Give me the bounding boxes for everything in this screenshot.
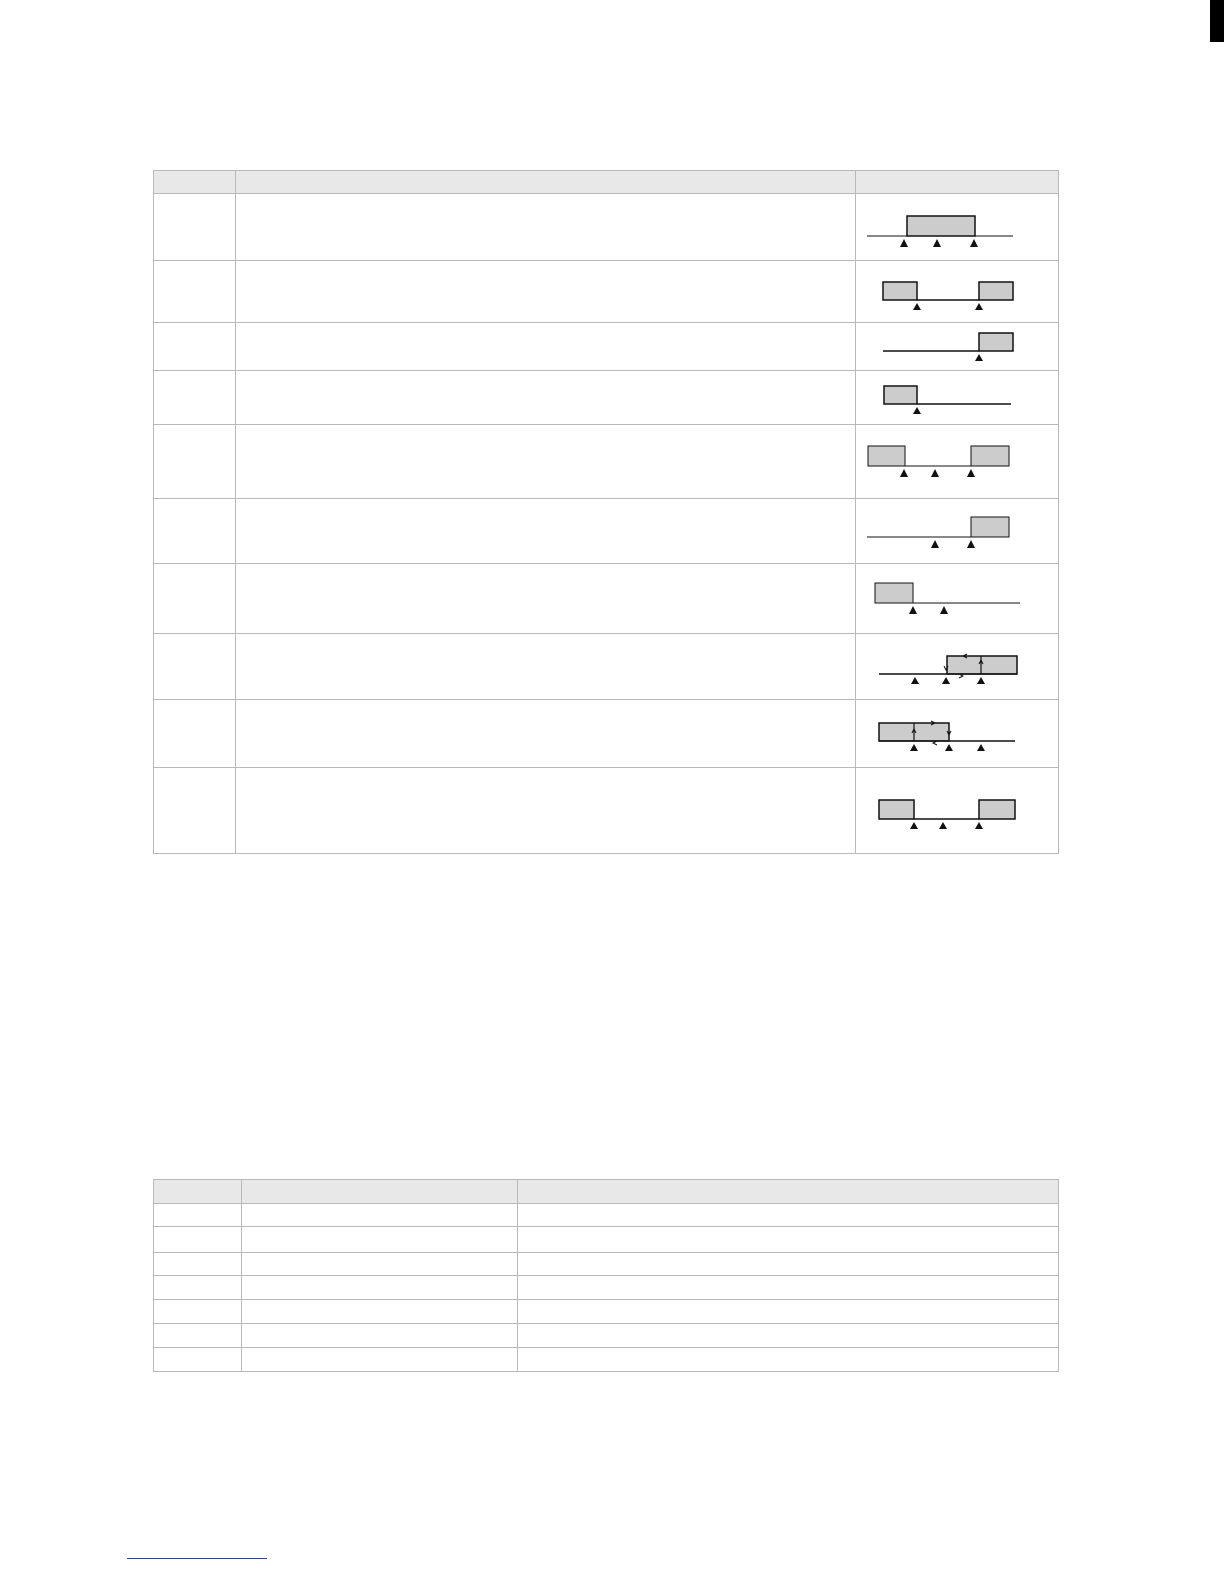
diagram-cell [855, 700, 1058, 768]
shaded-band [971, 517, 1009, 537]
cell [154, 1253, 242, 1276]
cell [242, 1348, 518, 1372]
table-row [154, 1300, 1059, 1324]
shaded-band [868, 446, 905, 466]
header-col-1 [154, 1180, 242, 1204]
setpoint-marker [967, 469, 975, 477]
table-row [154, 564, 1059, 634]
cell [154, 1300, 242, 1324]
row-code [154, 261, 236, 323]
row-description [236, 194, 856, 261]
table-header-row [154, 1180, 1059, 1204]
mode-4-diagram [867, 378, 1047, 418]
cell [242, 1300, 518, 1324]
table-row [154, 1204, 1059, 1227]
setpoint-marker [975, 354, 983, 361]
table-row [154, 1348, 1059, 1372]
table-row [154, 425, 1059, 499]
setpoint-marker [977, 677, 985, 684]
diagram-cell [855, 768, 1058, 854]
row-code [154, 499, 236, 564]
cell [518, 1300, 1059, 1324]
setpoint-marker [975, 303, 983, 310]
diagram-cell [855, 499, 1058, 564]
alarm-mode-table [153, 170, 1059, 854]
table-row [154, 1253, 1059, 1276]
table-row [154, 194, 1059, 261]
shaded-band [884, 386, 917, 404]
shaded-band [947, 656, 1017, 674]
mode-5-diagram [867, 440, 1047, 484]
shaded-band [979, 333, 1013, 351]
header-description [236, 171, 856, 194]
row-description [236, 768, 856, 854]
header-code [154, 171, 236, 194]
cell [242, 1253, 518, 1276]
mode-7-diagram [867, 577, 1047, 621]
table-row [154, 1324, 1059, 1348]
cell [154, 1348, 242, 1372]
setpoint-marker [913, 303, 921, 310]
row-code [154, 194, 236, 261]
setpoint-marker [970, 239, 978, 247]
shaded-band [971, 446, 1009, 466]
row-code [154, 634, 236, 700]
setpoint-marker [913, 407, 921, 414]
mode-6-diagram [867, 509, 1047, 553]
setpoint-marker [910, 744, 918, 751]
cell [242, 1227, 518, 1253]
diagram-cell [855, 634, 1058, 700]
cell [518, 1204, 1059, 1227]
cell [154, 1227, 242, 1253]
header-col-2 [242, 1180, 518, 1204]
row-description [236, 499, 856, 564]
mode-2-diagram [867, 270, 1047, 314]
row-code [154, 768, 236, 854]
setpoint-marker [942, 677, 950, 684]
mode-9-diagram [867, 711, 1047, 757]
header-col-3 [518, 1180, 1059, 1204]
shaded-band [979, 800, 1015, 819]
cell [242, 1204, 518, 1227]
setpoint-marker [911, 677, 919, 684]
setpoint-marker [975, 822, 983, 829]
diagram-cell [855, 564, 1058, 634]
mode-3-diagram [867, 327, 1047, 367]
setpoint-marker [931, 469, 939, 477]
row-description [236, 323, 856, 371]
diagram-cell [855, 261, 1058, 323]
row-code [154, 323, 236, 371]
table-row [154, 323, 1059, 371]
setpoint-marker [939, 822, 947, 829]
table-row [154, 371, 1059, 425]
row-code [154, 425, 236, 499]
table-row [154, 700, 1059, 768]
diagram-cell [855, 425, 1058, 499]
setpoint-marker [945, 744, 953, 751]
mode-10-diagram [867, 788, 1047, 834]
diagram-cell [855, 371, 1058, 425]
second-table [153, 1179, 1059, 1372]
setpoint-marker [909, 606, 917, 614]
shaded-band [883, 282, 917, 300]
table-row [154, 499, 1059, 564]
cell [518, 1324, 1059, 1348]
table-row [154, 768, 1059, 854]
row-description [236, 261, 856, 323]
cell [154, 1276, 242, 1300]
row-description [236, 700, 856, 768]
setpoint-marker [900, 239, 908, 247]
page-edge-mark [1210, 0, 1224, 42]
cell [518, 1253, 1059, 1276]
setpoint-marker [910, 822, 918, 829]
setpoint-marker [977, 744, 985, 751]
row-code [154, 371, 236, 425]
row-code [154, 564, 236, 634]
header-diagram [855, 171, 1058, 194]
mode-8-diagram [867, 644, 1047, 690]
row-description [236, 371, 856, 425]
table-header-row [154, 171, 1059, 194]
setpoint-marker [933, 239, 941, 247]
setpoint-marker [967, 540, 975, 548]
cell [242, 1324, 518, 1348]
row-description [236, 425, 856, 499]
cell [518, 1348, 1059, 1372]
cell [518, 1227, 1059, 1253]
diagram-cell [855, 323, 1058, 371]
setpoint-marker [900, 469, 908, 477]
row-description [236, 564, 856, 634]
table-row [154, 1276, 1059, 1300]
setpoint-marker [940, 606, 948, 614]
cell [518, 1276, 1059, 1300]
mode-1-diagram [867, 202, 1047, 252]
row-code [154, 700, 236, 768]
table-row [154, 261, 1059, 323]
setpoint-marker [931, 540, 939, 548]
shaded-band [979, 282, 1013, 300]
cell [242, 1276, 518, 1300]
diagram-cell [855, 194, 1058, 261]
shaded-band [907, 216, 975, 236]
shaded-band [879, 800, 914, 819]
footer-link-underline[interactable] [127, 1558, 267, 1559]
cell [154, 1204, 242, 1227]
shaded-band [875, 583, 913, 603]
table-row [154, 1227, 1059, 1253]
table-row [154, 634, 1059, 700]
row-description [236, 634, 856, 700]
cell [154, 1324, 242, 1348]
